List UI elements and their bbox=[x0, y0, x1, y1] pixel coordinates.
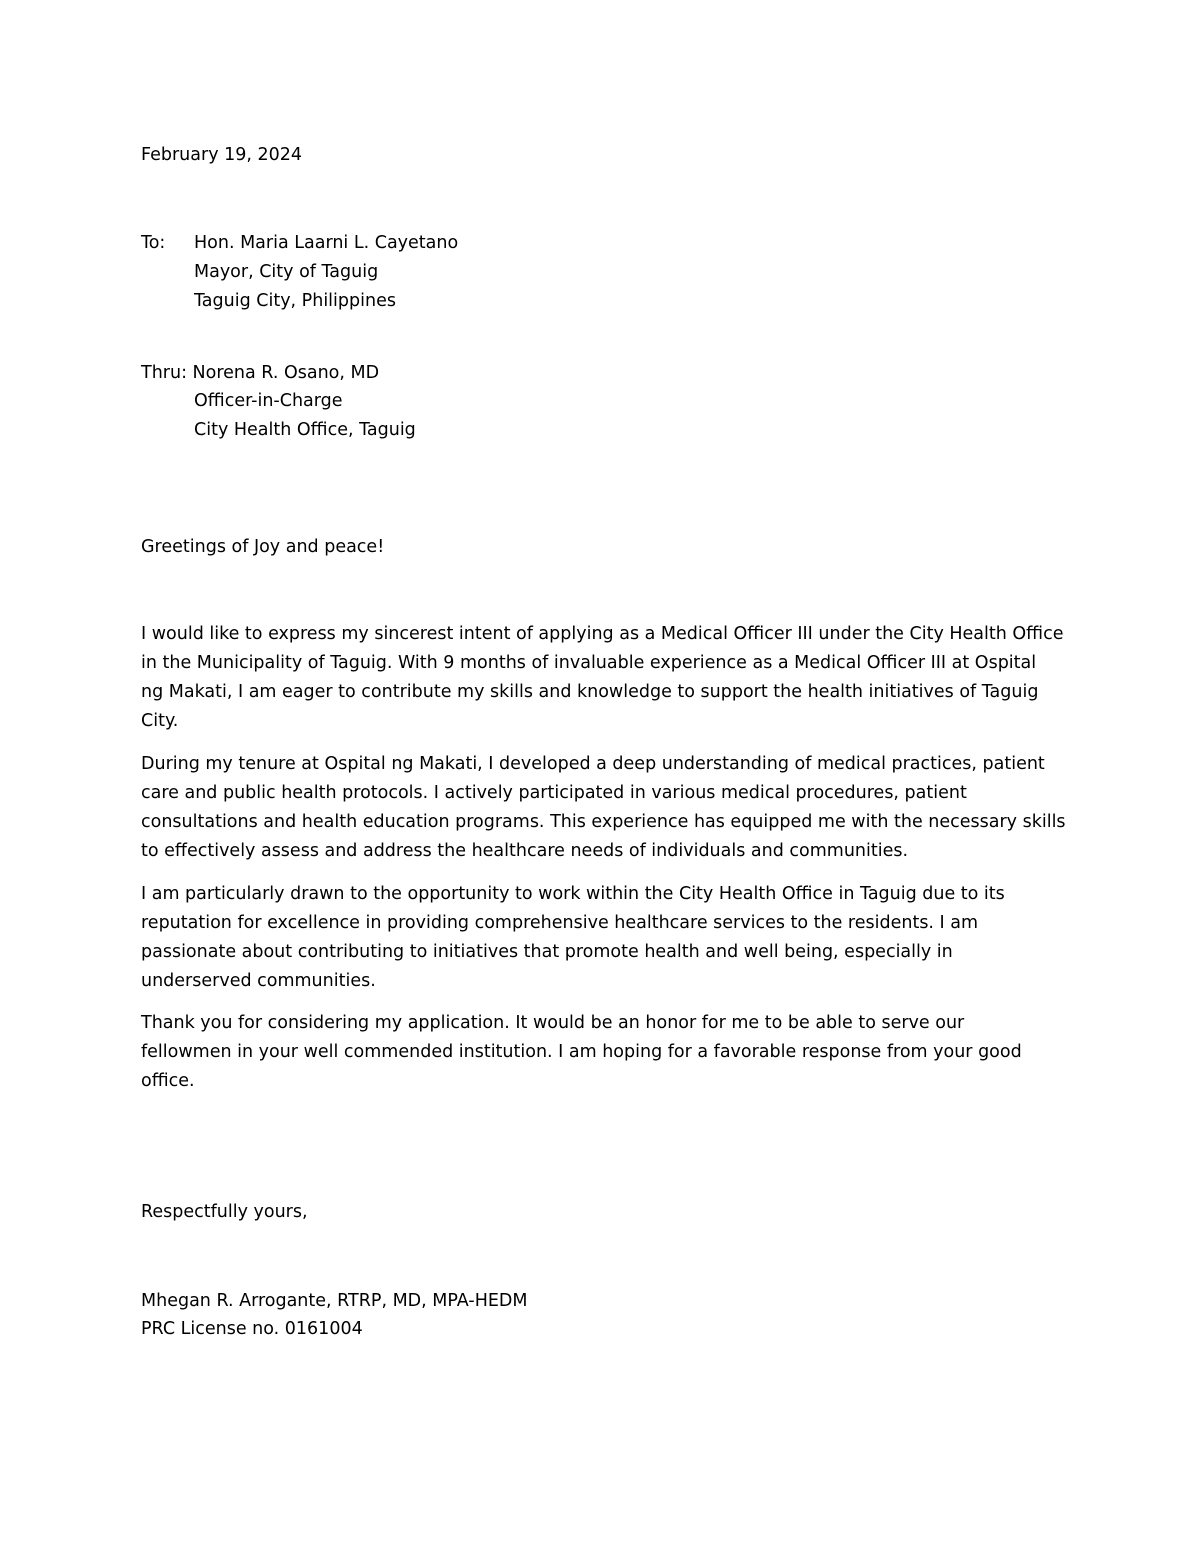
to-line-1 bbox=[141, 229, 458, 258]
thru-title: Officer-in-Charge bbox=[194, 391, 343, 411]
body-paragraph-3 bbox=[141, 880, 1071, 996]
paragraph-line: fellowmen in your well commended institution. I am hoping for a favorable response from your good bbox=[141, 1042, 1022, 1062]
paragraph-line: office. bbox=[141, 1071, 195, 1091]
paragraph-line: I am particularly drawn to the opportunity to work within the City Health Office in Taguig due to its bbox=[141, 884, 1005, 904]
paragraph-line: reputation for excellence in providing comprehensive healthcare services to the residents. I am bbox=[141, 913, 979, 933]
paragraph-line: ng Makati, I am eager to contribute my skills and knowledge to support the health initiatives of Taguig bbox=[141, 682, 1039, 702]
closing: Respectfully yours, bbox=[141, 1202, 308, 1222]
greeting: Greetings of Joy and peace! bbox=[141, 537, 385, 557]
to-recipient-address: Taguig City, Philippines bbox=[194, 291, 396, 311]
paragraph-line: consultations and health education programs. This experience has equipped me with the necessary skills bbox=[141, 812, 1066, 832]
to-recipient-title: Mayor, City of Taguig bbox=[194, 262, 379, 282]
letter-date: February 19, 2024 bbox=[141, 145, 303, 165]
paragraph-line: City. bbox=[141, 711, 179, 731]
to-label: To: bbox=[141, 233, 166, 253]
thru-name: Norena R. Osano, MD bbox=[192, 363, 380, 383]
signatory-license: PRC License no. 0161004 bbox=[141, 1319, 363, 1339]
thru-office: City Health Office, Taguig bbox=[194, 420, 416, 440]
signatory-name: Mhegan R. Arrogante, RTRP, MD, MPA-HEDM bbox=[141, 1291, 528, 1311]
paragraph-line: During my tenure at Ospital ng Makati, I developed a deep understanding of medical practices, patient bbox=[141, 754, 1045, 774]
paragraph-line: to effectively assess and address the healthcare needs of individuals and communities. bbox=[141, 841, 909, 861]
thru-label: Thru: bbox=[141, 363, 187, 383]
paragraph-line: in the Municipality of Taguig. With 9 months of invaluable experience as a Medical Officer III at Ospital bbox=[141, 653, 1037, 673]
paragraph-line: I would like to express my sincerest intent of applying as a Medical Officer III under the City Health Office bbox=[141, 624, 1064, 644]
to-recipient-name: Hon. Maria Laarni L. Cayetano bbox=[194, 233, 459, 253]
paragraph-line: care and public health protocols. I actively participated in various medical procedures, patient bbox=[141, 783, 967, 803]
paragraph-line: underserved communities. bbox=[141, 971, 376, 991]
body-paragraph-2 bbox=[141, 750, 1071, 866]
body-paragraph-4 bbox=[141, 1009, 1071, 1096]
body-paragraph-1 bbox=[141, 620, 1071, 736]
paragraph-line: passionate about contributing to initiatives that promote health and well being, especially in bbox=[141, 942, 953, 962]
paragraph-line: Thank you for considering my application. It would be an honor for me to be able to serve our bbox=[141, 1013, 965, 1033]
thru-line-1 bbox=[141, 359, 379, 388]
